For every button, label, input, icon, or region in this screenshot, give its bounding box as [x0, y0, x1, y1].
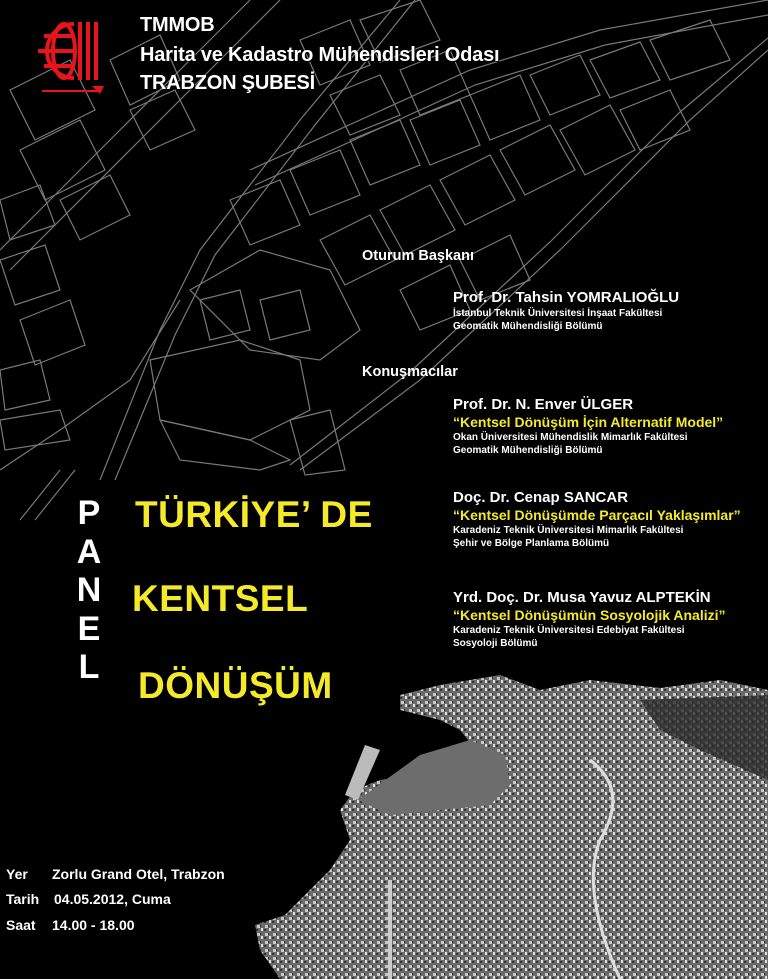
event-time — [6, 917, 135, 933]
time-label: Saat — [6, 917, 36, 933]
speaker-item — [453, 588, 726, 650]
session-chair-label: Oturum Başkanı — [362, 248, 474, 264]
session-chair-name: Prof. Dr. Tahsin YOMRALIOĞLU — [453, 289, 680, 306]
event-date — [6, 891, 171, 907]
org-full-name: Harita ve Kadastro Mühendisleri Odası — [140, 44, 500, 66]
place-value: Zorlu Grand Otel, Trabzon — [52, 866, 225, 882]
speaker-affiliation-1: Karadeniz Teknik Üniversitesi Mimarlık Fakültesi — [453, 525, 684, 536]
speaker-item — [453, 395, 723, 457]
panel-letter: L — [78, 648, 100, 686]
speaker-name: Yrd. Doç. Dr. Musa Yavuz ALPTEKİN — [453, 589, 711, 606]
speaker-name: Doç. Dr. Cenap SANCAR — [453, 489, 629, 506]
date-label: Tarih — [6, 891, 40, 907]
speaker-affiliation-1: Okan Üniversitesi Mühendislik Mimarlık Fakültesi — [453, 432, 688, 443]
speaker-talk-title: “Kentsel Dönüşüm İçin Alternatif Model” — [453, 414, 724, 430]
panel-vertical-word — [72, 494, 106, 687]
org-short-name: TMMOB — [140, 14, 215, 36]
event-place — [6, 866, 225, 882]
speaker-affiliation-2: Sosyoloji Bölümü — [453, 638, 538, 649]
time-value: 14.00 - 18.00 — [52, 917, 135, 933]
panel-title-line-3: DÖNÜŞÜM — [138, 665, 333, 706]
session-chair-affiliation-1: İstanbul Teknik Üniversitesi İnşaat Fakültesi — [453, 308, 663, 319]
speaker-affiliation-2: Şehir ve Bölge Planlama Bölümü — [453, 538, 610, 549]
speaker-name: Prof. Dr. N. Enver ÜLGER — [453, 396, 634, 413]
panel-title-line-1: TÜRKİYE’ DE — [135, 494, 373, 535]
speaker-affiliation-2: Geomatik Mühendisliği Bölümü — [453, 445, 603, 456]
date-value: 04.05.2012, Cuma — [54, 891, 171, 907]
panel-letter: E — [77, 609, 101, 648]
panel-title-line-2: KENTSEL — [132, 578, 309, 619]
panel-letter: N — [76, 571, 102, 609]
speaker-item — [453, 488, 741, 550]
panel-letter: P — [77, 494, 101, 532]
panel-letter: A — [76, 532, 102, 571]
aerial-photo — [240, 660, 768, 979]
globe-pencil-logo-icon — [36, 16, 106, 96]
branch-name: TRABZON ŞUBESİ — [140, 72, 315, 94]
place-label: Yer — [6, 866, 28, 882]
speaker-affiliation-1: Karadeniz Teknik Üniversitesi Edebiyat Fakültesi — [453, 625, 685, 636]
speakers-label: Konuşmacılar — [362, 364, 458, 380]
session-chair — [453, 288, 679, 333]
session-chair-affiliation-2: Geomatik Mühendisliği Bölümü — [453, 321, 603, 332]
speaker-talk-title: “Kentsel Dönüşümün Sosyolojik Analizi” — [453, 607, 726, 623]
speaker-talk-title: “Kentsel Dönüşümde Parçacıl Yaklaşımlar” — [453, 507, 741, 523]
